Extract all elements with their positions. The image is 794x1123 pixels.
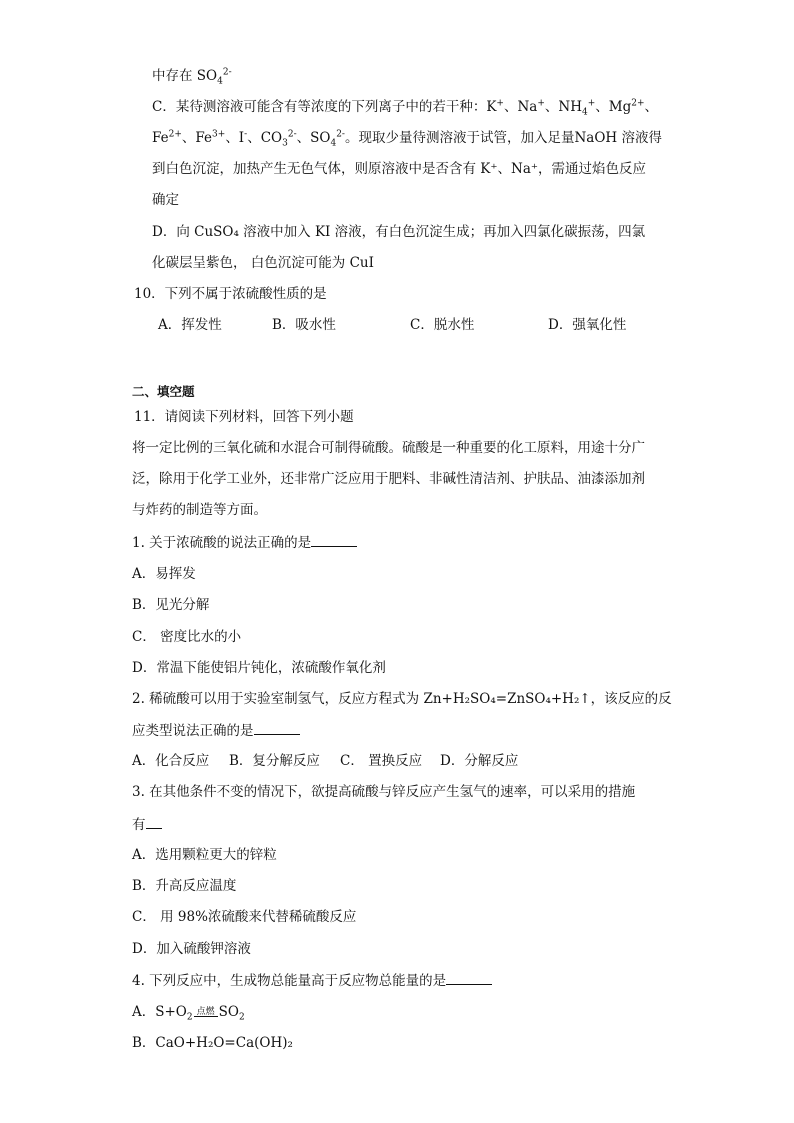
sub2-option-d: D．分解反应	[440, 753, 519, 769]
q11-stem: 11．请阅读下列材料，回答下列小题	[134, 409, 354, 425]
q9-option-d-line2: 化碳层呈紫色， 白色沉淀可能为 CuI	[152, 255, 374, 271]
answer-blank[interactable]	[311, 532, 357, 547]
sub1-option-a: A．易挥发	[132, 566, 196, 582]
sub1-option-b: B．见光分解	[132, 597, 210, 613]
q9-option-c-line3: 到白色沉淀，加热产生无色气体，则原溶液中是否含有 K⁺、Na⁺，需通过焰色反应	[152, 161, 646, 177]
sub3-option-d: D．加入硫酸钾溶液	[132, 941, 251, 957]
q9-option-c-line2: $Fe^{2+}$、$Fe^{3+}$、I-、$CO_3^{2-}$、$SO_4^{2-}$。现取少量待测溶液于试管，加入足量NaOH 溶液得	[152, 129, 662, 149]
sub3-stem-line1: 3. 在其他条件不变的情况下，欲提高硫酸与锌反应产生氢气的速率，可以采用的措施	[132, 784, 636, 800]
sub3-option-c: C． 用 98%浓硫酸来代替稀硫酸反应	[132, 909, 357, 925]
q11-material-line1: 将一定比例的三氧化硫和水混合可制得硫酸。硫酸是一种重要的化工原料，用途十分广	[132, 440, 645, 456]
sub2-option-a: A．化合反应	[132, 753, 210, 769]
sub2-option-c: C． 置换反应	[340, 753, 423, 769]
sub1-option-c: C． 密度比水的小	[132, 629, 242, 645]
q9-option-c-line1: C．某待测溶液可能含有等浓度的下列离子中的若干种：K+、Na+、$NH_4^+$、$Mg^{2+}$、	[152, 98, 659, 118]
q10-option-b: B．吸水性	[272, 317, 336, 333]
answer-blank[interactable]	[254, 720, 300, 735]
sub2-stem-line1: 2. 稀硫酸可以用于实验室制氢气，反应方程式为 Zn+H₂SO₄=ZnSO₄+H₂↑，该反应的反	[132, 691, 672, 707]
sub4-stem: 4. 下列反应中，生成物总能量高于反应物总能量的是	[132, 970, 492, 991]
q9-b-tail: 中存在 $SO_4^{2-}$	[152, 67, 232, 87]
sub1-stem: 1. 关于浓硫酸的说法正确的是	[132, 532, 357, 553]
q9-option-c-line4: 确定	[152, 192, 179, 208]
sub4-option-b: B．CaO+H₂O=Ca(OH)₂	[132, 1035, 293, 1051]
sub2-option-b: B．复分解反应	[229, 753, 320, 769]
q10-option-a: A．挥发性	[158, 317, 222, 333]
q10-option-c: C．脱水性	[410, 317, 475, 333]
q10-stem: 10．下列不属于浓硫酸性质的是	[134, 286, 327, 302]
q9-option-d-line1: D．向 CuSO₄ 溶液中加入 KI 溶液，有白色沉淀生成；再加入四氯化碳振荡，四氯	[152, 224, 646, 240]
q11-material-line3: 与炸药的制造等方面。	[132, 502, 267, 518]
answer-blank[interactable]	[446, 970, 492, 985]
sub3-option-a: A．选用颗粒更大的锌粒	[132, 847, 277, 863]
reaction-condition: 点燃	[193, 1004, 219, 1022]
sub4-option-a: A．$S+O_2$ 点燃 $SO_2$	[132, 1004, 245, 1023]
answer-blank[interactable]	[146, 814, 162, 829]
q10-option-d: D．强氧化性	[548, 317, 627, 333]
section-title: 二、填空题	[132, 384, 195, 399]
q11-material-line2: 泛，除用于化学工业外，还非常广泛应用于肥料、非碱性清洁剂、护肤品、油漆添加剂	[132, 471, 645, 487]
sub1-option-d: D．常温下能使铝片钝化，浓硫酸作氧化剂	[132, 660, 386, 676]
sub2-stem-line2: 应类型说法正确的是	[132, 720, 300, 741]
sub3-option-b: B．升高反应温度	[132, 878, 237, 894]
sub3-stem-line2: 有	[132, 814, 162, 835]
